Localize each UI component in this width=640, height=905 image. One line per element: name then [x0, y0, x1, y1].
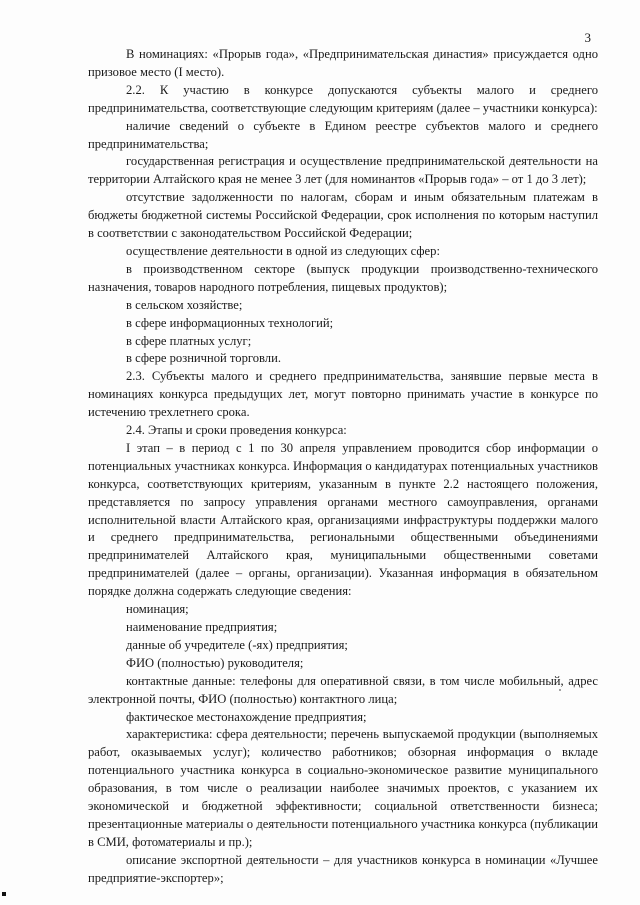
info-director-name: ФИО (полностью) руководителя; — [126, 655, 304, 670]
paragraph-stage-1: I этап – в период с 1 по 30 апреля управлением проводится сбор информации о потенциальных участниках конкурса. Информация о кандидатурах потенциальных участников конкурса, соответствующих критериям, указанным в пункте 2.2 настоящего положения, представляется по запросу управления органами местного самоуправления, органами исполнительной власти Алтайского края, организациями инфраструктуры поддержки малого и среднего предпринимательства, региональными общественными объединениями предпринимателей Алтайского края, муниципальными общественными советами предпринимателей (далее – органы, организации). Указанная информация в обязательном порядке должна содержать следующие сведения: — [88, 440, 598, 599]
criterion-registration: государственная регистрация и осуществление предпринимательской деятельности на территории Алтайского края не менее 3 лет (для номинантов «Прорыв года» – от 1 до 3 лет); — [88, 154, 598, 187]
paragraph-2-3-repeat-participation: 2.3. Субъекты малого и среднего предпринимательства, занявшие первые места в номинациях конкурса предыдущих лет, могут повторно принимать участие в конкурсе по истечению трехлетнего срока. — [88, 369, 598, 420]
sphere-paid-services: в сфере платных услуг; — [126, 333, 252, 348]
info-founders: данные об учредителе (-ях) предприятия; — [126, 637, 348, 652]
criterion-no-debt: отсутствие задолженности по налогам, сборам и иным обязательным платежам в бюджеты бюджетной системы Российской Федерации, срок исполнения по которым наступил в соответствии с законодательством Российской Федерации; — [88, 190, 598, 241]
info-location: фактическое местонахождение предприятия; — [126, 709, 367, 724]
paragraph-2-4-stages-heading: 2.4. Этапы и сроки проведения конкурса: — [126, 423, 347, 438]
criterion-registry: наличие сведений о субъекте в Едином реестре субъектов малого и среднего предпринимательства; — [88, 118, 598, 151]
info-contacts: контактные данные: телефоны для оперативной связи, в том числе мобильный, адрес электронной почты, ФИО (полностью) контактного лица; — [88, 673, 598, 706]
document-body — [88, 46, 598, 888]
scan-artifact-dot — [2, 892, 6, 896]
sphere-production: в производственном секторе (выпуск продукции производственно-технического назначения, товаров народного потребления, пищевых продуктов); — [88, 261, 598, 294]
sphere-agriculture: в сельском хозяйстве; — [126, 297, 243, 312]
criterion-activity-spheres: осуществление деятельности в одной из следующих сфер: — [126, 243, 440, 258]
info-characteristics: характеристика: сфера деятельности; перечень выпускаемой продукции (выполняемых работ, оказываемых услуг); количество работников; обзорная информация о вкладе потенциального участника конкурса в социально-экономическое развитие муниципального образования, в том числе о реализации наиболее значимых проектов, с указанием их экономической и бюджетной эффективности; социальной ответственности бизнеса; презентационные материалы о деятельности потенциального участника конкурса (публикации в СМИ, фотоматериалы и пр.); — [88, 727, 598, 849]
page-number: 3 — [584, 30, 591, 45]
info-export-activity: описание экспортной деятельности – для участников конкурса в номинации «Лучшее предприятие-экспортер»; — [88, 852, 598, 885]
info-nomination: номинация; — [126, 602, 189, 617]
info-company-name: наименование предприятия; — [126, 620, 278, 634]
sphere-it: в сфере информационных технологий; — [126, 315, 334, 330]
scan-artifact-speck — [559, 689, 561, 691]
paragraph-2-2-eligibility: 2.2. К участию в конкурсе допускаются субъекты малого и среднего предпринимательства, соответствующие следующим критериям (далее – участники конкурса): — [88, 82, 598, 115]
paragraph-nominations-prize: В номинациях: «Прорыв года», «Предпринимательская династия» присуждается одно призовое место (I место). — [88, 47, 598, 79]
sphere-retail: в сфере розничной торговли. — [126, 351, 281, 366]
